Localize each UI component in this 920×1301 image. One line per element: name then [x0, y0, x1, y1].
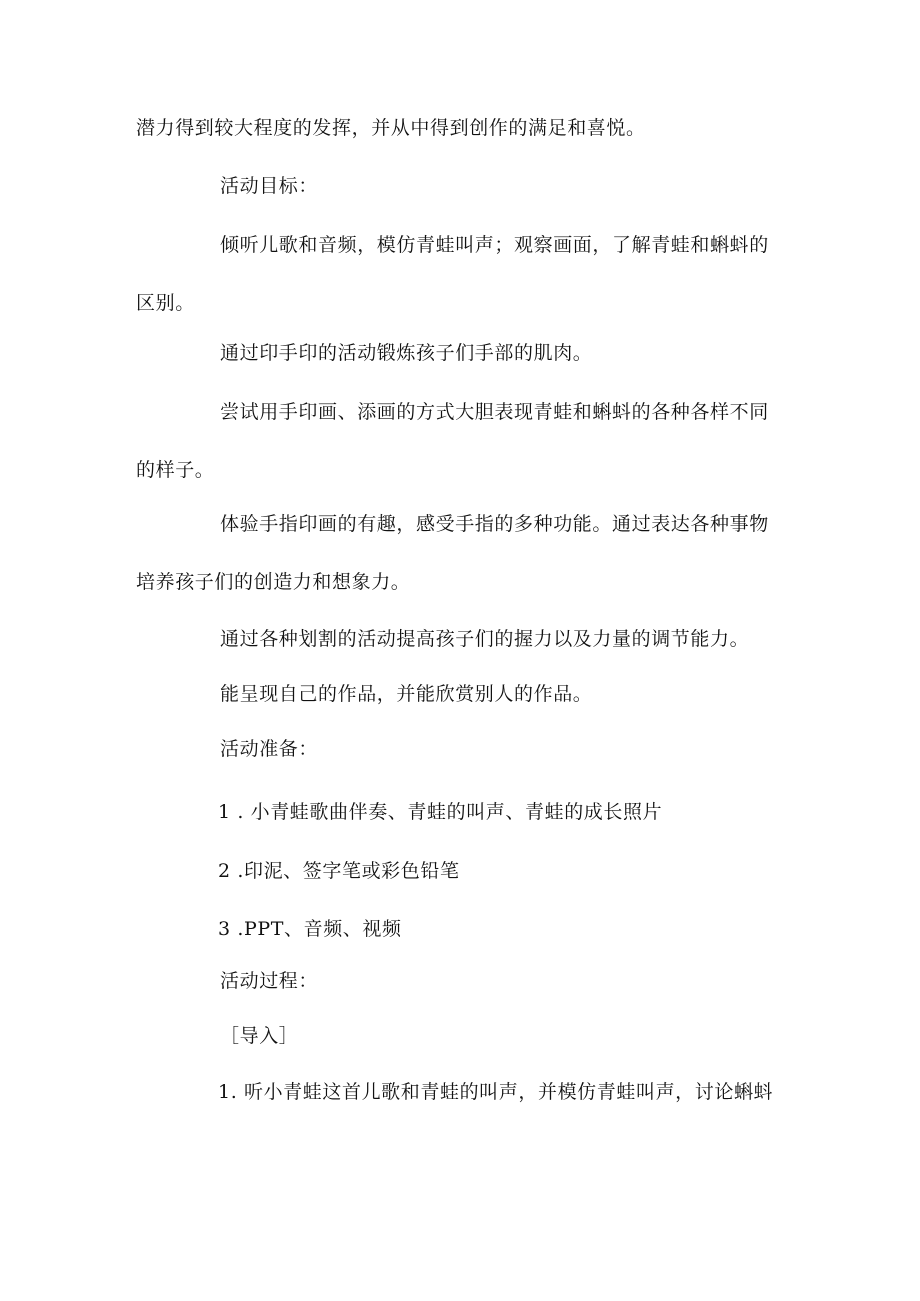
paragraph-line: 倾听儿歌和音频，模仿青蛙叫声；观察画面，了解青蛙和蝌蚪的	[220, 234, 769, 256]
section-heading-goals: 活动目标：	[220, 175, 319, 197]
paragraph-line: 区别。	[136, 292, 195, 314]
paragraph-line: 体验手指印画的有趣，感受手指的多种功能。通过表达各种事物	[220, 513, 769, 535]
paragraph-line: 潜力得到较大程度的发挥，并从中得到创作的满足和喜悦。	[136, 117, 646, 139]
list-item: 1 . 小青蛙歌曲伴奏、青蛙的叫声、青蛙的成长照片	[218, 801, 663, 823]
section-heading-process: 活动过程：	[220, 970, 319, 992]
paragraph-line: 1. 听小青蛙这首儿歌和青蛙的叫声，并模仿青蛙叫声，讨论蝌蚪	[218, 1081, 774, 1103]
paragraph-line: 通过各种划割的活动提高孩子们的握力以及力量的调节能力。	[220, 628, 750, 650]
paragraph-line: 能呈现自己的作品，并能欣赏别人的作品。	[220, 683, 593, 705]
list-item: 3 .PPT、音频、视频	[218, 918, 402, 940]
paragraph-line: 通过印手印的活动锻炼孩子们手部的肌肉。	[220, 342, 593, 364]
paragraph-line: 的样子。	[136, 459, 215, 481]
list-item: 2 .印泥、签字笔或彩色铅笔	[218, 860, 460, 882]
subsection-heading-intro: ［导入］	[220, 1025, 299, 1047]
paragraph-line: 培养孩子们的创造力和想象力。	[136, 571, 411, 593]
section-heading-preparation: 活动准备：	[220, 738, 319, 760]
paragraph-line: 尝试用手印画、添画的方式大胆表现青蛙和蝌蚪的各种各样不同	[220, 401, 769, 423]
